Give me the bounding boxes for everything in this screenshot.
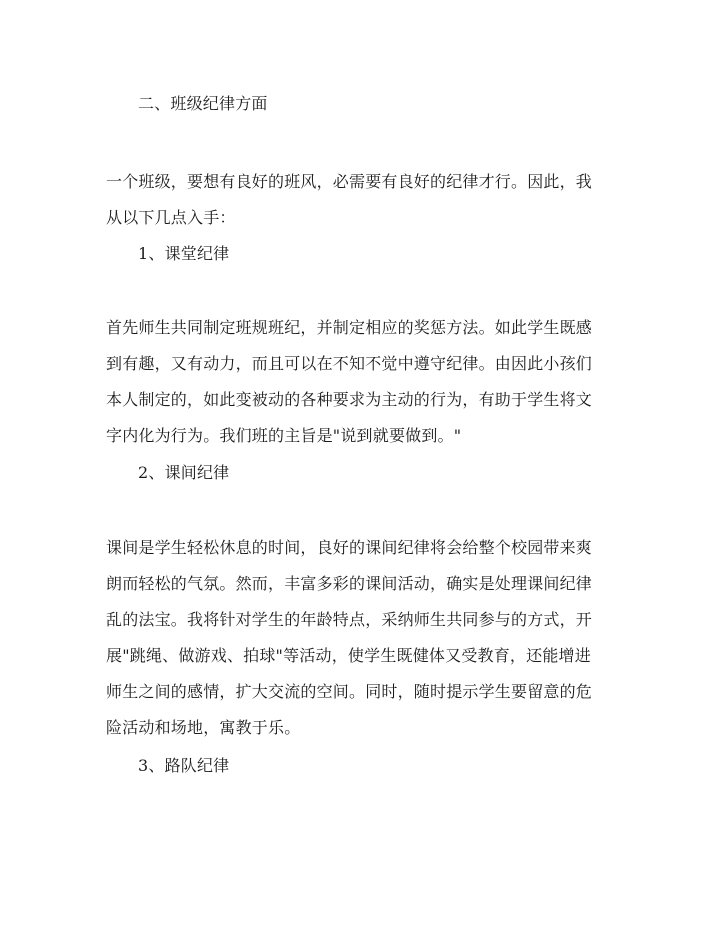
paragraph-line: 课间是学生轻松休息的时间，良好的课间纪律将会给整个校园带来爽 (106, 538, 593, 557)
paragraph-line: 从以下几点入手： (106, 208, 236, 227)
paragraph-line: 朗而轻松的气氛。然而，丰富多彩的课间活动，确实是处理课间纪律 (106, 574, 593, 593)
item-heading-classroom: 1、课堂纪律 (138, 244, 230, 263)
paragraph-line: 字内化为行为。我们班的主旨是"说到就要做到。" (106, 426, 462, 445)
paragraph-line: 乱的法宝。我将针对学生的年龄特点，采纳师生共同参与的方式，开 (106, 610, 593, 629)
item-heading-break: 2、课间纪律 (138, 463, 230, 482)
paragraph-line: 一个班级，要想有良好的班风，必需要有良好的纪律才行。因此，我 (106, 172, 593, 191)
item-heading-queue: 3、路队纪律 (138, 756, 230, 775)
paragraph-line: 本人制定的，如此变被动的各种要求为主动的行为，有助于学生将文 (106, 390, 593, 409)
section-heading: 二、班级纪律方面 (138, 94, 268, 113)
paragraph-line: 到有趣，又有动力，而且可以在不知不觉中遵守纪律。由因此小孩们 (106, 354, 593, 373)
paragraph-line: 首先师生共同制定班规班纪，并制定相应的奖惩方法。如此学生既感 (106, 318, 593, 337)
paragraph-line: 展"跳绳、做游戏、拍球"等活动，使学生既健体又受教育，还能增进 (106, 646, 591, 665)
paragraph-line: 险活动和场地，寓教于乐。 (106, 718, 301, 737)
paragraph-line: 师生之间的感情，扩大交流的空间。同时，随时提示学生要留意的危 (106, 682, 593, 701)
